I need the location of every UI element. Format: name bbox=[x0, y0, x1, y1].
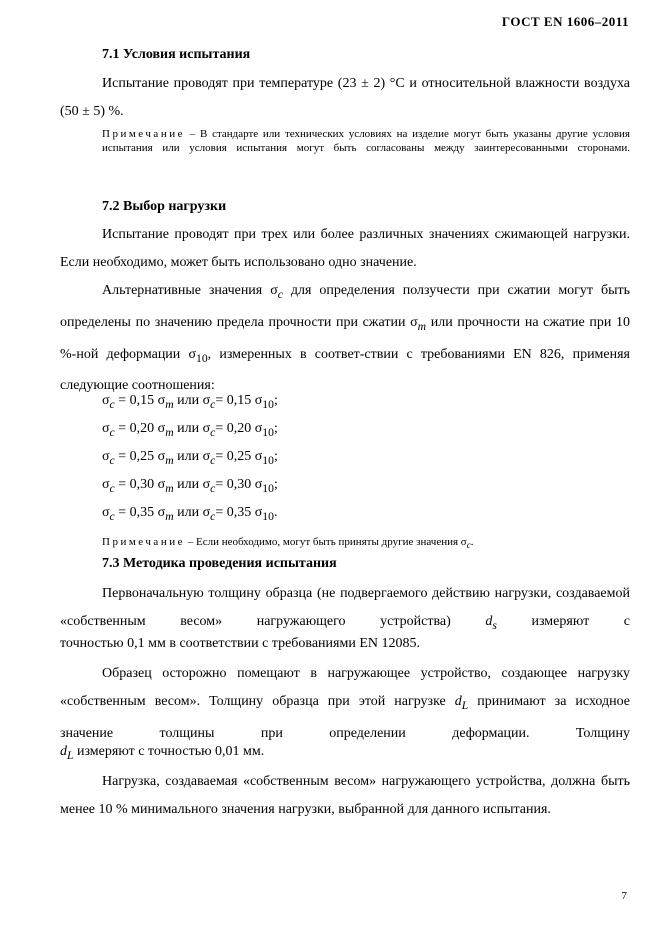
formula-row: $\sigma_c = 0,35$ $\sigma_m$ или $\sigma_c= 0,35$ $\sigma_{10}$. bbox=[102, 505, 278, 523]
section-7-2-paragraph-1: Испытание проводят при трех или более различных значениях сжимающей нагрузки. Если необходимо, может быть использовано одно значение. bbox=[60, 227, 630, 270]
section-7-3-paragraph-1 bbox=[60, 580, 630, 636]
section-7-2-note: Примечание – Если необходимо, могут быть приняты другие значения $\sigma_c$. bbox=[102, 536, 474, 551]
text-determined-by: для определения ползучести при сжатии могут быть определены по значению предела прочности при сжатии bbox=[60, 283, 631, 330]
text-compressive-strength: или прочности на сжатие при 10 %-ной деформации bbox=[60, 314, 631, 362]
text-alternative-values: Альтернативные значения bbox=[102, 283, 263, 298]
page-number: 7 bbox=[621, 890, 627, 902]
note-label: Примечание bbox=[102, 128, 185, 140]
text-taken-as-initial: принимают за исходное значение толщины при определении деформации. Толщину bbox=[60, 694, 630, 741]
formula-row: $\sigma_c = 0,30$ $\sigma_m$ или $\sigma_c= 0,30$ $\sigma_{10}$; bbox=[102, 477, 278, 495]
symbol-dL: $d_L$ bbox=[454, 694, 469, 712]
section-7-1-heading: 7.1 Условия испытания bbox=[102, 47, 251, 62]
formula-row: $\sigma_c = 0,25$ $\sigma_m$ или $\sigma_c= 0,25$ $\sigma_{10}$; bbox=[102, 449, 278, 467]
section-7-1-note bbox=[102, 127, 630, 155]
sigma-10: $\sigma_{10}$ bbox=[188, 346, 208, 365]
section-7-3-paragraph-2-end: $d_L$ измеряют с точностью 0,01 мм. bbox=[60, 744, 265, 762]
section-7-3-paragraph-3: Нагрузка, создаваемая «собственным весом» нагружающего устройства, должна быть менее 10 % минимального значения нагрузки, выбранной для данного испытания. bbox=[60, 774, 630, 817]
note-label: Примечание bbox=[102, 536, 185, 548]
section-7-1-paragraph: Испытание проводят при температуре (23 ± 2) °С и относительной влажности воздуха (50 ± 5) %. bbox=[60, 76, 630, 119]
formula-row: $\sigma_c = 0,20$ $\sigma_m$ или $\sigma_c= 0,20$ $\sigma_{10}$; bbox=[102, 421, 278, 439]
section-7-2-heading: 7.2 Выбор нагрузки bbox=[102, 199, 227, 214]
note-text: – В стандарте или технических условиях на изделие могут быть указаны другие условия испытания или условия испытания могут быть согласованы между заинтересованными сторонами. bbox=[102, 128, 630, 154]
sigma-m: $\sigma_m$ bbox=[410, 314, 427, 333]
section-7-3-heading: 7.3 Методика проведения испытания bbox=[102, 556, 337, 571]
text-measured-with: измеряют с bbox=[531, 614, 630, 629]
section-7-3-paragraph-2 bbox=[60, 660, 630, 744]
note-text: – Если необходимо, могут быть приняты другие значения bbox=[187, 536, 459, 548]
section-7-3-paragraph-1-end: точностью 0,1 мм в соответствии с требованиями EN 12085. bbox=[60, 636, 420, 651]
formula-row: $\sigma_c = 0,15$ $\sigma_m$ или $\sigma_c= 0,15$ $\sigma_{10}$; bbox=[102, 393, 278, 411]
text-measured-per: , измеренных в соответ-ствии с требованиями EN 826, применяя следующие соотношения: bbox=[60, 346, 631, 394]
sigma-c: $\sigma_c$ bbox=[270, 283, 283, 301]
standard-designation: ГОСТ EN 1606–2011 bbox=[501, 14, 629, 29]
symbol-ds: $d_s$ bbox=[485, 614, 497, 632]
text-specimen-placed: Образец осторожно помещают в нагружающее устройство, создающее нагрузку «собственным весом». Толщину образца при этой нагрузке bbox=[60, 666, 630, 709]
section-7-2-paragraph-2 bbox=[60, 277, 630, 400]
text-initial-thickness: Первоначальную толщину образца (не подвергаемого действию нагрузки, создаваемой «собственным весом» нагружающего устройства) bbox=[60, 586, 630, 629]
